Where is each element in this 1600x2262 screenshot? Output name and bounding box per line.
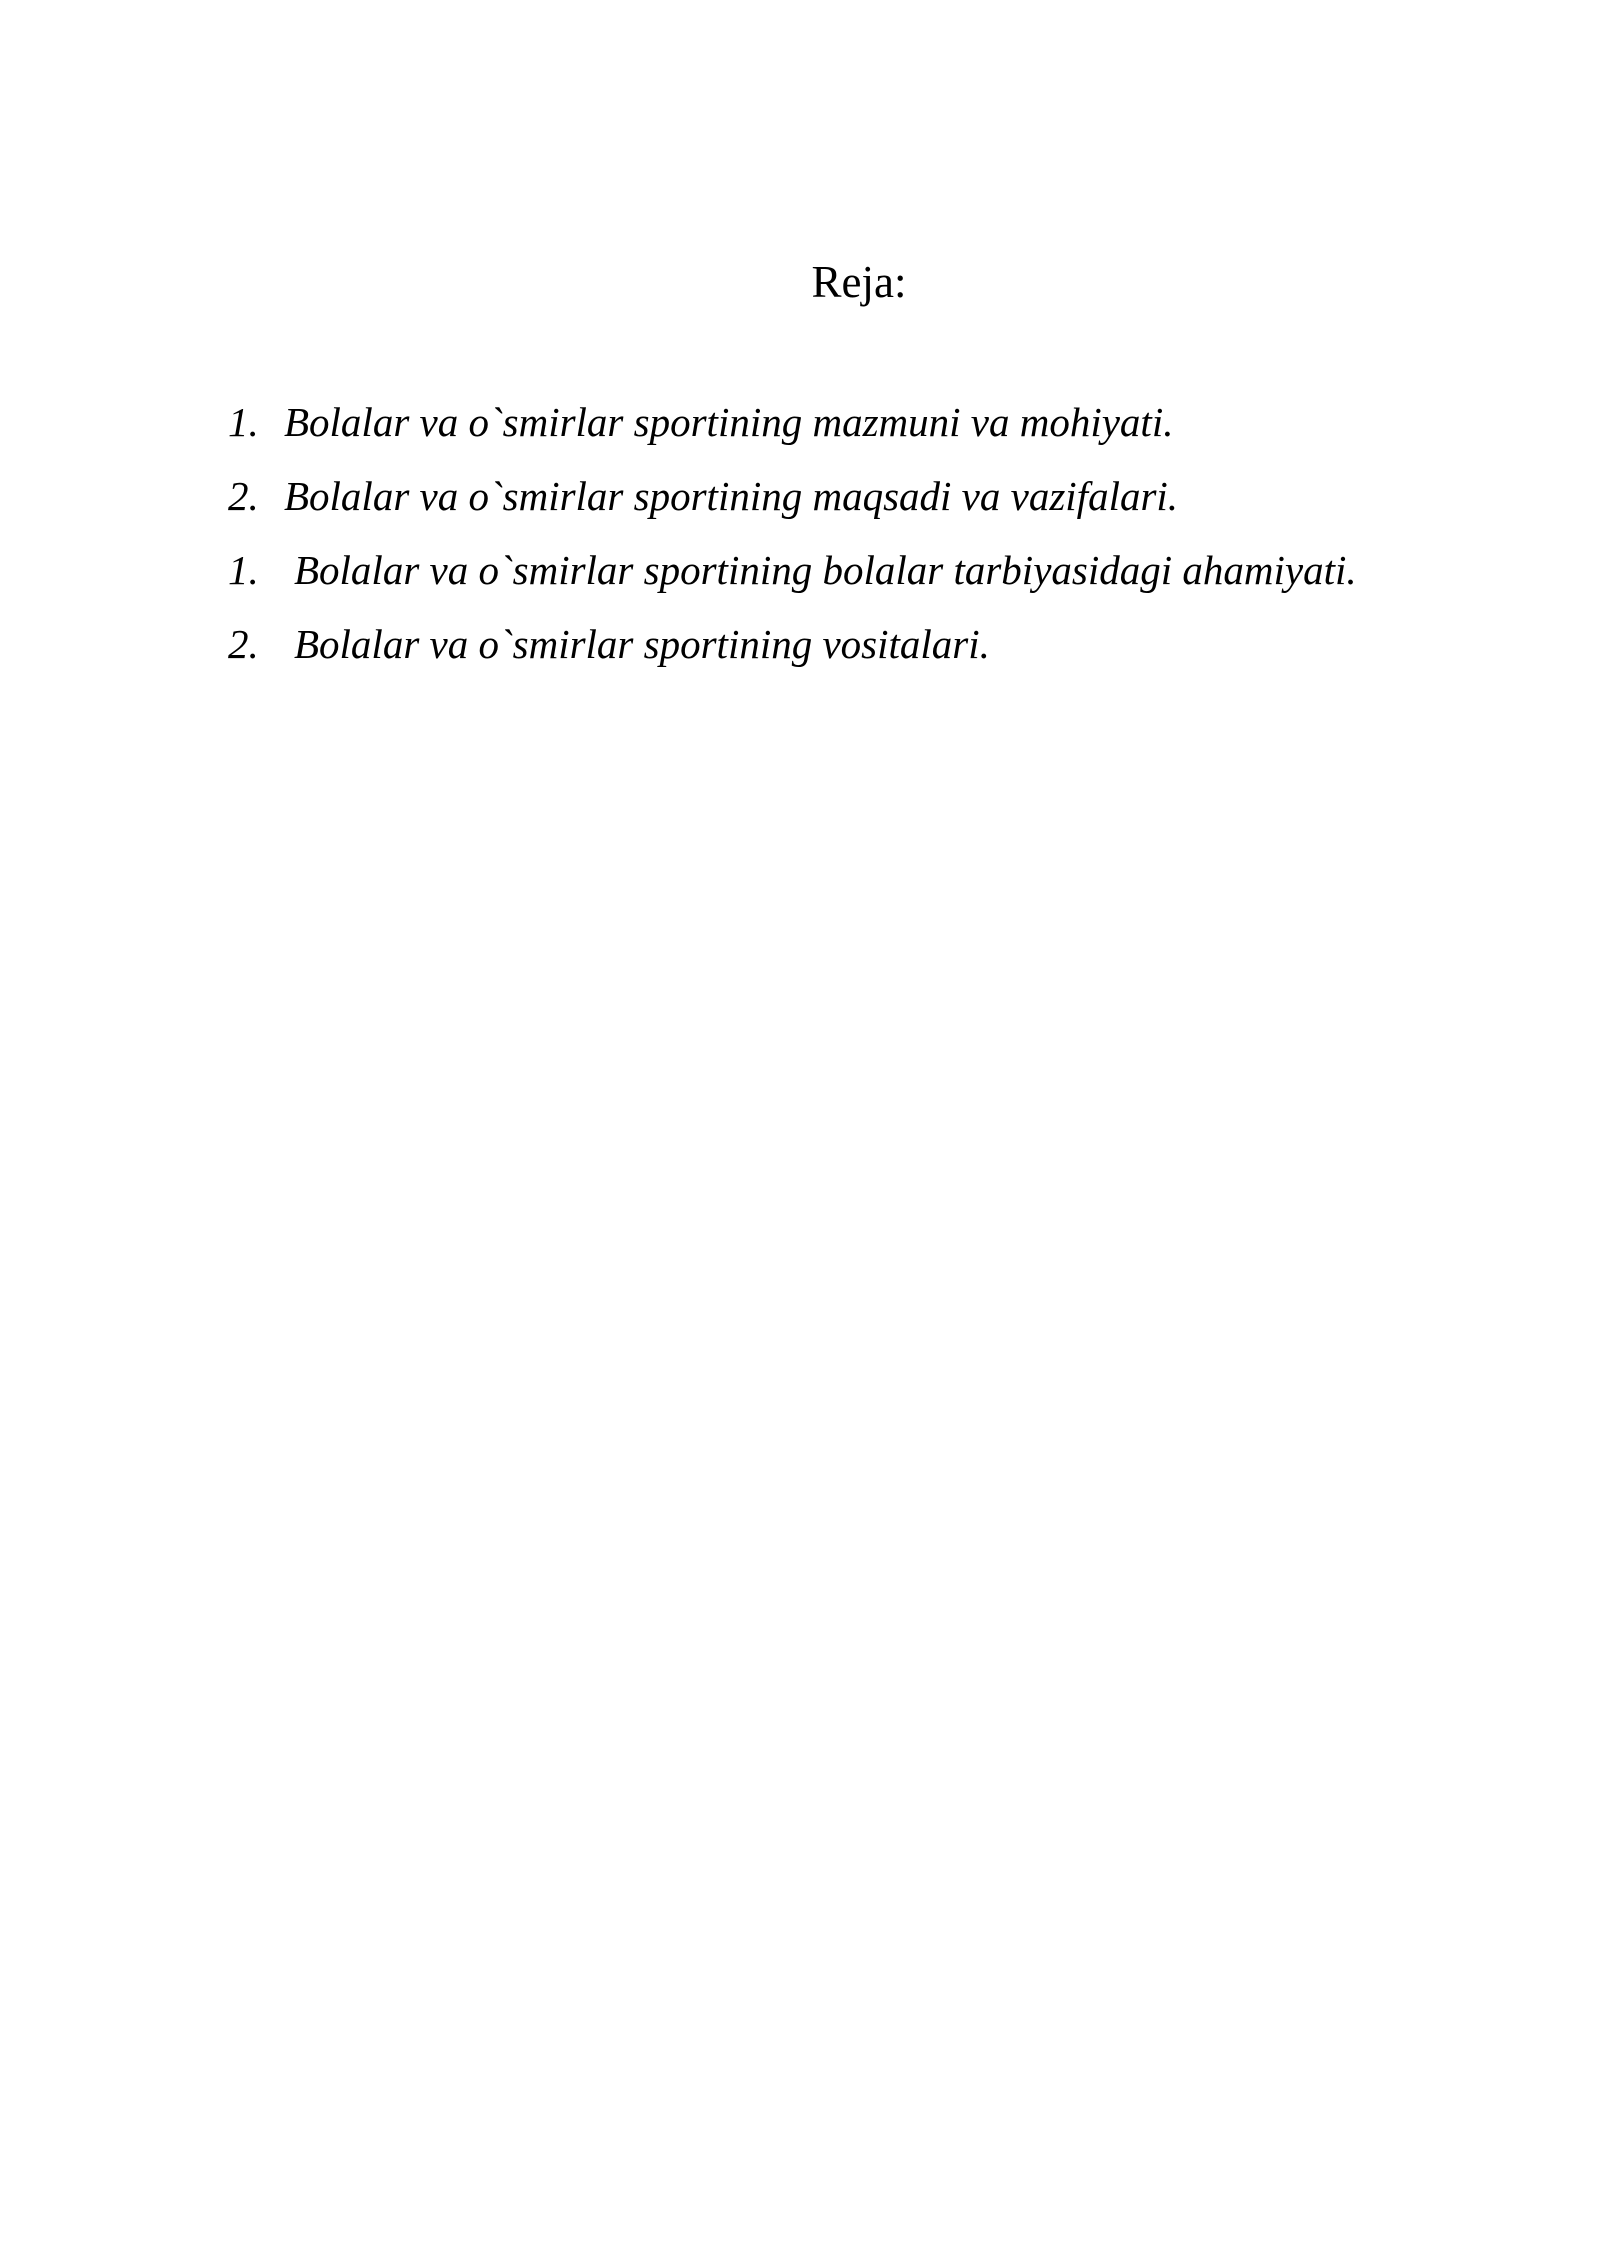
page-title: Reja: [811,257,907,307]
plan-item-number: 2. [228,473,259,519]
plan-item-number: 2. [228,621,259,667]
plan-item [228,392,1173,452]
plan-item-text: Bolalar va o`smirlar sportining vositalari. [294,621,990,667]
plan-item-text: Bolalar va o`smirlar sportining bolalar tarbiyasidagi ahamiyati. [294,547,1357,593]
plan-item-text: Bolalar va o`smirlar sportining maqsadi va vazifalari. [284,473,1179,519]
plan-item [228,540,1357,600]
plan-item-text: Bolalar va o`smirlar sportining mazmuni va mohiyati. [284,399,1174,445]
plan-item [228,466,1178,526]
plan-item-number: 1. [228,547,259,593]
plan-item [228,614,990,674]
plan-item-number: 1. [228,399,259,445]
